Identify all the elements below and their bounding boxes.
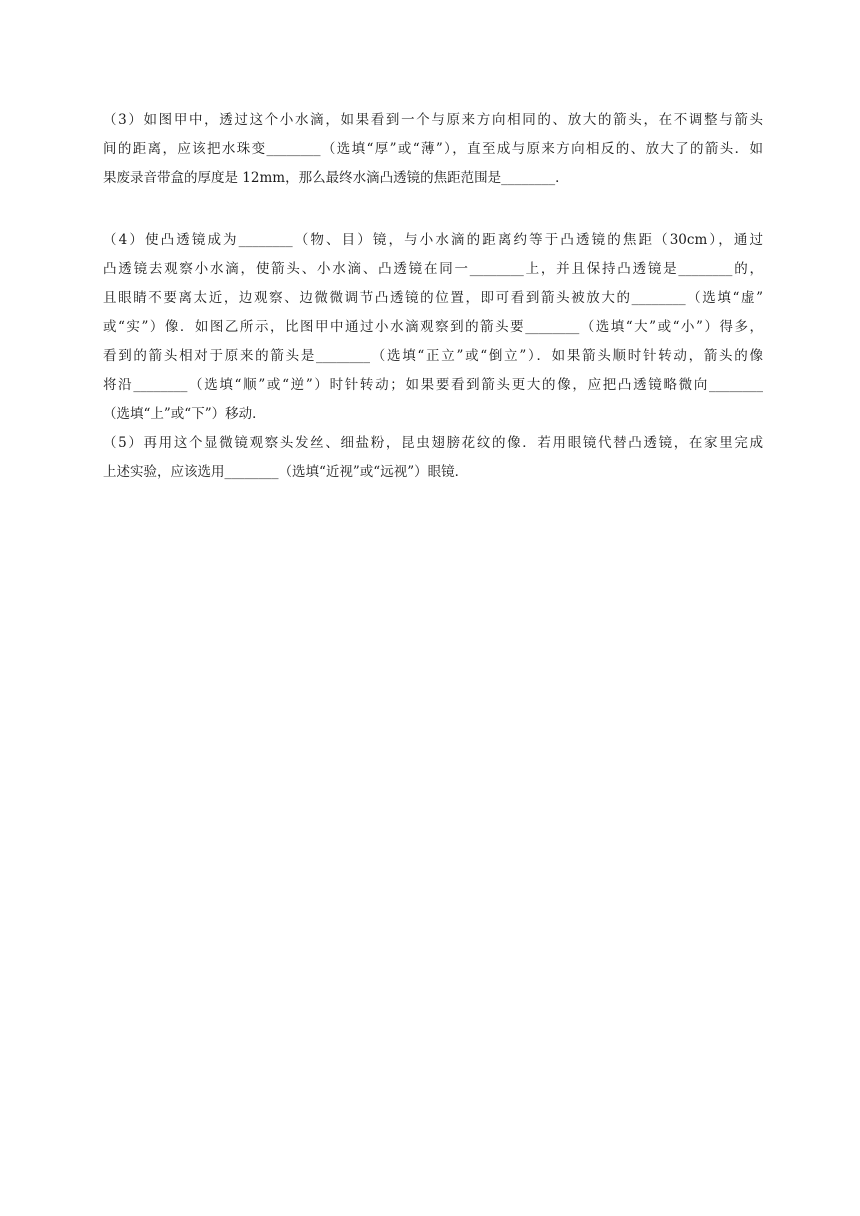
question-4-line-7: （选填“上”或“下”）移动．: [103, 406, 266, 422]
question-4: [103, 226, 763, 429]
question-4-line-2: 凸透镜去观察小水滴，使箭头、小水滴、凸透镜在同一________上，并且保持凸透镜是________的，: [103, 261, 763, 277]
question-3-line-1: （3）如图甲中，透过这个小水滴，如果看到一个与原来方向相同的、放大的箭头，在不调整与箭头: [103, 112, 763, 128]
question-3-line-2: 间的距离，应该把水珠变________（选填“厚”或“薄”），直至成与原来方向相反的、放大了的箭头．如: [103, 141, 763, 157]
question-5: [103, 429, 763, 487]
question-5-line-1: （5）再用这个显微镜观察头发丝、细盐粉，昆虫翅膀花纹的像．若用眼镜代替凸透镜，在家里完成: [103, 435, 763, 451]
paragraph-spacer: [103, 193, 763, 226]
question-5-line-2: 上述实验，应该选用________（选填“近视”或“远视”）眼镜．: [103, 464, 469, 480]
question-3-line-3: 果废录音带盒的厚度是 12mm，那么最终水滴凸透镜的焦距范围是________．: [103, 170, 569, 186]
question-4-line-1: （4）使凸透镜成为________（物、目）镜，与小水滴的距离约等于凸透镜的焦距（30cm），通过: [103, 232, 763, 248]
question-3: [103, 106, 763, 193]
document-body: [103, 106, 763, 487]
question-4-line-5: 看到的箭头相对于原来的箭头是________（选填“正立”或“倒立”）．如果箭头顺时针转动，箭头的像: [103, 348, 763, 364]
question-4-line-4: 或“实”）像．如图乙所示，比图甲中通过小水滴观察到的箭头要________（选填“大”或“小”）得多，: [103, 319, 763, 335]
question-4-line-3: 且眼睛不要离太近，边观察、边微微调节凸透镜的位置，即可看到箭头被放大的________（选填“虚”: [103, 290, 763, 306]
question-4-line-6: 将沿________（选填“顺”或“逆”）时针转动；如果要看到箭头更大的像，应把凸透镜略微向________: [103, 377, 763, 393]
